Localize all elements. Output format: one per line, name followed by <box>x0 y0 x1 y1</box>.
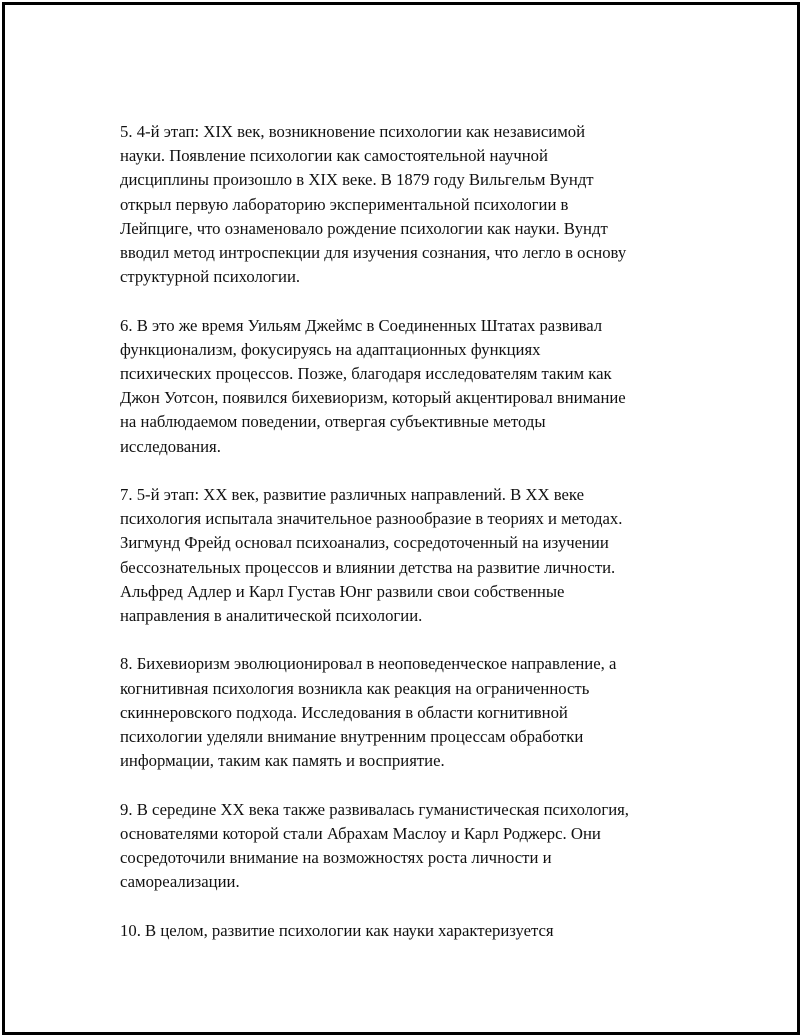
text-line: 5. 4-й этап: XIX век, возникновение психологии как независимой <box>120 122 586 141</box>
text-line: дисциплины произошло в XIX веке. В 1879 году Вильгельм Вундт <box>120 170 594 190</box>
text-line: когнитивная психология возникла как реакция на ограниченность <box>120 678 590 698</box>
text-line: сосредоточили внимание на возможностях роста личности и <box>120 848 552 868</box>
text-line: информации, таким как память и восприятие. <box>120 751 445 771</box>
document-body <box>120 120 710 967</box>
paragraph-7 <box>120 483 710 628</box>
text-line: структурной психологии. <box>120 267 301 287</box>
text-line: вводил метод интроспекции для изучения сознания, что легло в основу <box>120 243 627 263</box>
text-line: психических процессов. Позже, благодаря исследователям таким как <box>120 364 612 384</box>
paragraph-6 <box>120 314 710 459</box>
text-line: Джон Уотсон, появился бихевиоризм, который акцентировал внимание <box>120 388 626 408</box>
text-line: психология испытала значительное разнообразие в теориях и методах. <box>120 509 623 529</box>
text-line: функционализм, фокусируясь на адаптационных функциях <box>120 339 541 359</box>
text-line: психологии уделяли внимание внутренним процессам обработки <box>120 727 584 747</box>
paragraph-8 <box>120 652 710 773</box>
page-frame <box>2 2 800 1035</box>
text-line: 10. В целом, развитие психологии как науки характеризуется <box>120 920 554 940</box>
paragraph-9 <box>120 798 710 895</box>
text-line: Альфред Адлер и Карл Густав Юнг развили свои собственные <box>120 581 565 601</box>
text-line: открыл первую лабораторию экспериментальной психологии в <box>120 194 569 214</box>
text-line: исследования. <box>120 436 221 456</box>
text-line: 8. Бихевиоризм эволюционировал в неоповеденческое направление, а <box>120 654 617 674</box>
text-line: Лейпциге, что ознаменовало рождение психологии как науки. Вундт <box>120 218 608 238</box>
text-line: бессознательных процессов и влиянии детства на развитие личности. <box>120 557 616 577</box>
text-line: науки. Появление психологии как самостоятельной научной <box>120 146 548 166</box>
text-line: Зигмунд Фрейд основал психоанализ, сосредоточенный на изучении <box>120 533 609 553</box>
text-line: 7. 5-й этап: XX век, развитие различных направлений. В XX веке <box>120 485 584 505</box>
text-line: основателями которой стали Абрахам Маслоу и Карл Роджерс. Они <box>120 823 601 843</box>
paragraph-5 <box>120 120 710 289</box>
text-line: 6. В это же время Уильям Джеймс в Соединенных Штатах развивал <box>120 315 603 335</box>
text-line: 9. В середине XX века также развивалась гуманистическая психология, <box>120 799 629 819</box>
paragraph-10 <box>120 919 710 943</box>
text-line: направления в аналитической психологии. <box>120 606 423 626</box>
text-line: самореализации. <box>120 872 240 892</box>
text-line: на наблюдаемом поведении, отвергая субъективные методы <box>120 412 546 432</box>
text-line: скиннеровского подхода. Исследования в области когнитивной <box>120 702 568 722</box>
